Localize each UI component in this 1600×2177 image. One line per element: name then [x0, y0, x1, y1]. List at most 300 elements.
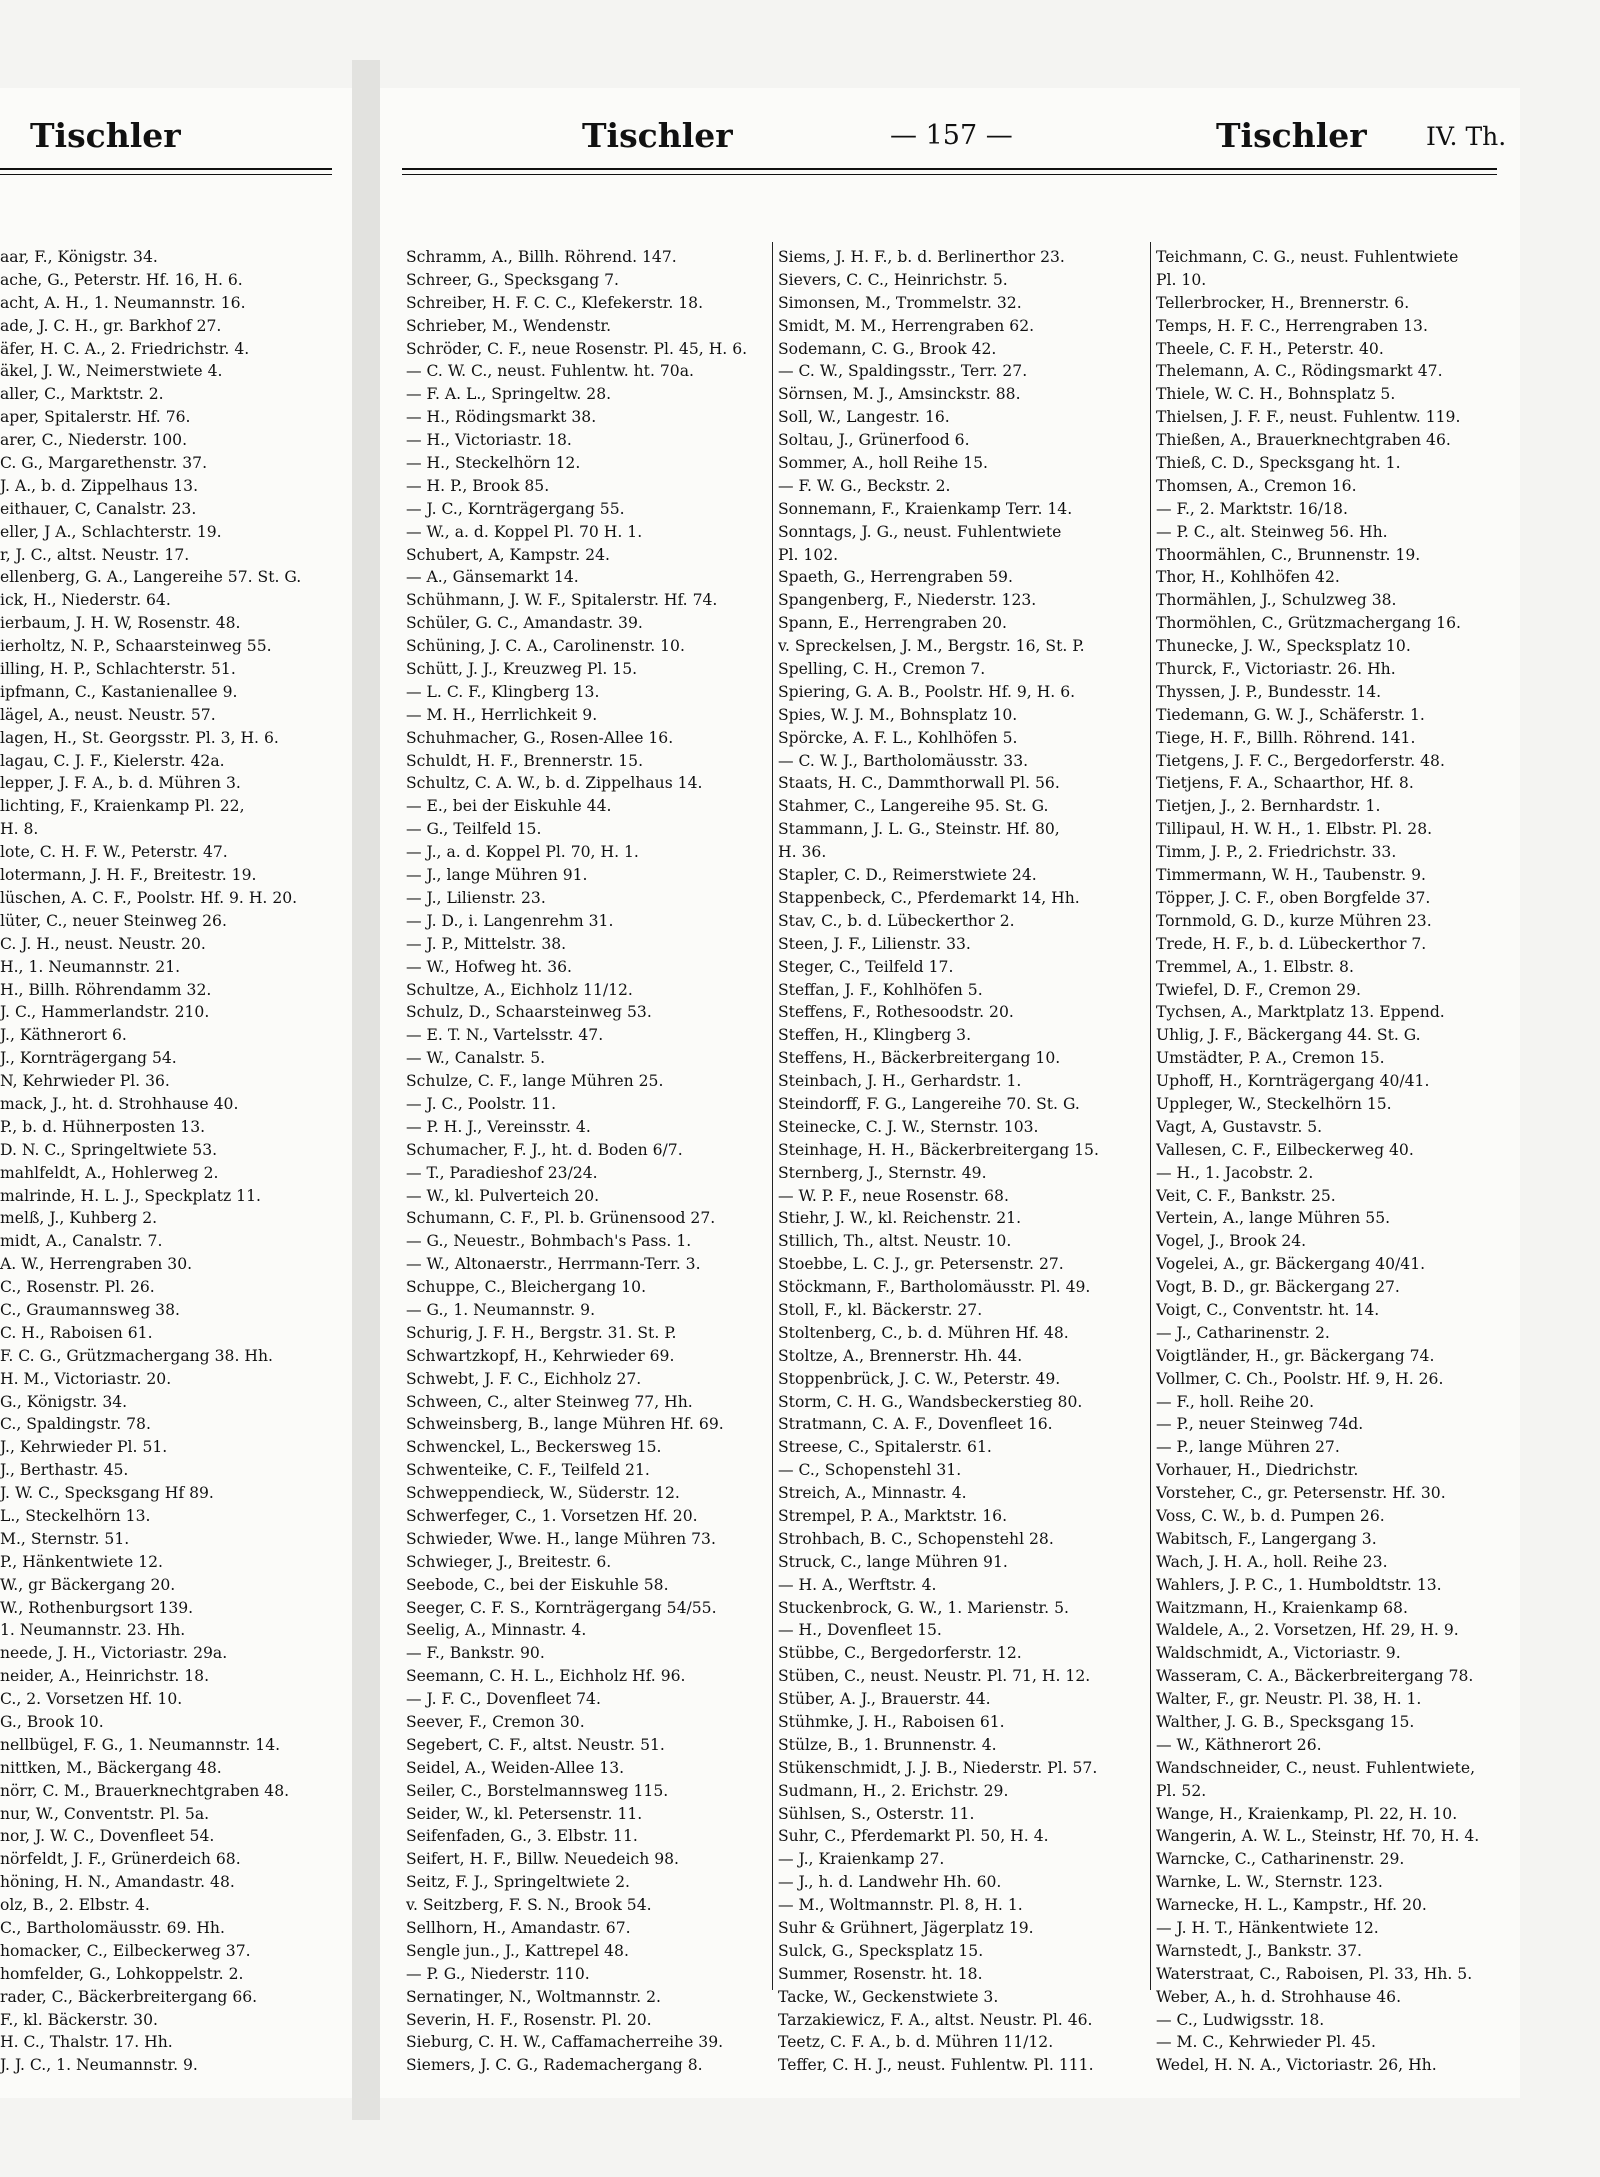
directory-entry: ick, H., Niederstr. 64. — [0, 591, 171, 610]
directory-entry: — H. A., Werftstr. 4. — [778, 1575, 937, 1594]
directory-entry: Vorsteher, C., gr. Petersenstr. Hf. 30. — [1156, 1484, 1446, 1503]
directory-entry: Stoppenbrück, J. C. W., Peterstr. 49. — [778, 1369, 1061, 1388]
directory-entry: Voigt, C., Conventstr. ht. 14. — [1156, 1300, 1380, 1319]
directory-entry: Schubert, A, Kampstr. 24. — [406, 545, 610, 564]
directory-entry: Tietjens, F. A., Schaarthor, Hf. 8. — [1156, 774, 1414, 793]
directory-entry: Thyssen, J. P., Bundesstr. 14. — [1156, 682, 1382, 701]
directory-entry: Spiering, G. A. B., Poolstr. Hf. 9, H. 6. — [778, 682, 1076, 701]
directory-entry: — J., Lilienstr. 23. — [406, 888, 546, 907]
directory-entry: Vertein, A., lange Mühren 55. — [1156, 1209, 1391, 1228]
directory-entry: Trede, H. F., b. d. Lübeckerthor 7. — [1156, 934, 1427, 953]
directory-entry: Schultze, A., Eichholz 11/12. — [406, 980, 633, 999]
right-header-right-title: Tischler — [1216, 116, 1367, 155]
directory-entry: Staats, H. C., Dammthorwall Pl. 56. — [778, 774, 1060, 793]
directory-entry: neider, A., Heinrichstr. 18. — [0, 1667, 210, 1686]
directory-entry: — J. C., Poolstr. 11. — [406, 1094, 557, 1113]
directory-entry: — F. A. L., Springeltw. 28. — [406, 385, 612, 404]
directory-entry: nellbügel, F. G., 1. Neumannstr. 14. — [0, 1735, 281, 1754]
directory-entry: Segebert, C. F., altst. Neustr. 51. — [406, 1735, 665, 1754]
directory-entry: Pl. 52. — [1156, 1781, 1207, 1800]
directory-entry: Warnke, L. W., Sternstr. 123. — [1156, 1873, 1383, 1892]
directory-entry: lichting, F., Kraienkamp Pl. 22, — [0, 797, 245, 816]
directory-entry: v. Seitzberg, F. S. N., Brook 54. — [406, 1896, 652, 1915]
directory-entry: C. G., Margarethenstr. 37. — [0, 454, 208, 473]
directory-entry: — J. H. T., Hänkentwiete 12. — [1156, 1919, 1379, 1938]
directory-entry: Veit, C. F., Bankstr. 25. — [1156, 1186, 1336, 1205]
directory-entry: — C. W. J., Bartholomäusstr. 33. — [778, 751, 1029, 770]
directory-entry: Seidel, A., Weiden-Allee 13. — [406, 1758, 625, 1777]
directory-entry: Schüler, G. C., Amandastr. 39. — [406, 614, 643, 633]
directory-entry: nor, J. W. C., Dovenfleet 54. — [0, 1827, 215, 1846]
directory-entry: C. H., Raboisen 61. — [0, 1323, 153, 1342]
left-page — [0, 88, 352, 2098]
directory-entry: Wandschneider, C., neust. Fuhlentwiete, — [1156, 1758, 1476, 1777]
directory-entry: lagau, C. J. F., Kielerstr. 42a. — [0, 751, 225, 770]
directory-entry: — W., a. d. Koppel Pl. 70 H. 1. — [406, 522, 643, 541]
directory-entry: Schwieder, Wwe. H., lange Mühren 73. — [406, 1529, 716, 1548]
directory-entry: Schultz, C. A. W., b. d. Zippelhaus 14. — [406, 774, 703, 793]
directory-entry: Sellhorn, H., Amandastr. 67. — [406, 1919, 631, 1938]
directory-entry: Thieß, C. D., Specksgang ht. 1. — [1156, 454, 1401, 473]
directory-entry: — M., Woltmannstr. Pl. 8, H. 1. — [778, 1896, 1023, 1915]
directory-entry: aper, Spitalerstr. Hf. 76. — [0, 408, 191, 427]
directory-entry: W., Rothenburgsort 139. — [0, 1598, 194, 1617]
directory-entry: nur, W., Conventstr. Pl. 5a. — [0, 1804, 210, 1823]
directory-entry: Schwerfeger, C., 1. Vorsetzen Hf. 20. — [406, 1506, 698, 1525]
directory-entry: Seifert, H. F., Billw. Neuedeich 98. — [406, 1850, 680, 1869]
directory-entry: Schwebt, J. F. C., Eichholz 27. — [406, 1369, 642, 1388]
directory-entry: Sternberg, J., Sternstr. 49. — [778, 1163, 987, 1182]
directory-entry: Steinecke, C. J. W., Sternstr. 103. — [778, 1117, 1039, 1136]
directory-entry: Seemann, C. H. L., Eichholz Hf. 96. — [406, 1667, 686, 1686]
directory-entry: F., kl. Bäckerstr. 30. — [0, 2010, 158, 2029]
directory-entry: Smidt, M. M., Herrengraben 62. — [778, 316, 1035, 335]
directory-entry: arer, C., Niederstr. 100. — [0, 431, 188, 450]
directory-entry: Schwartzkopf, H., Kehrwieder 69. — [406, 1346, 675, 1365]
directory-entry: Siemers, J. C. G., Rademachergang 8. — [406, 2056, 703, 2075]
directory-entry: — H., 1. Jacobstr. 2. — [1156, 1163, 1314, 1182]
directory-entry: Tellerbrocker, H., Brennerstr. 6. — [1156, 293, 1410, 312]
directory-entry: Walter, F., gr. Neustr. Pl. 38, H. 1. — [1156, 1690, 1422, 1709]
directory-entry: Siems, J. H. F., b. d. Berlinerthor 23. — [778, 248, 1065, 266]
directory-entry: Sommer, A., holl Reihe 15. — [778, 454, 989, 473]
directory-entry: Stoll, F., kl. Bäckerstr. 27. — [778, 1300, 983, 1319]
directory-entry: Schweppendieck, W., Süderstr. 12. — [406, 1484, 680, 1503]
directory-entry: Thormählen, J., Schulzweg 38. — [1156, 591, 1397, 610]
directory-entry: Vogel, J., Brook 24. — [1156, 1232, 1307, 1251]
directory-entry: D. N. C., Springeltwiete 53. — [0, 1140, 218, 1159]
directory-entry: Stahmer, C., Langereihe 95. St. G. — [778, 797, 1049, 816]
directory-entry: — H., Dovenfleet 15. — [778, 1621, 942, 1640]
directory-entry: Stoltze, A., Brennerstr. Hh. 44. — [778, 1346, 1023, 1365]
directory-entry: Schween, C., alter Steinweg 77, Hh. — [406, 1392, 693, 1411]
directory-entry: lägel, A., neust. Neustr. 57. — [0, 705, 216, 724]
directory-entry: Schweinsberg, B., lange Mühren Hf. 69. — [406, 1415, 724, 1434]
directory-entry: J. C., Hammerlandstr. 210. — [0, 1003, 210, 1022]
directory-entry: ipfmann, C., Kastanienallee 9. — [0, 682, 238, 701]
directory-entry: Suhr & Grühnert, Jägerplatz 19. — [778, 1919, 1034, 1938]
directory-entry: Pl. 10. — [1156, 270, 1207, 289]
directory-entry: Pl. 102. — [778, 545, 839, 564]
directory-entry: — F., holl. Reihe 20. — [1156, 1392, 1315, 1411]
column-divider-1 — [772, 242, 773, 1990]
directory-entry: Tillipaul, H. W. H., 1. Elbstr. Pl. 28. — [1156, 820, 1433, 839]
directory-entry: J. A., b. d. Zippelhaus 13. — [0, 476, 199, 495]
directory-entry: olz, B., 2. Elbstr. 4. — [0, 1896, 150, 1915]
directory-entry: Wedel, H. N. A., Victoriastr. 26, Hh. — [1156, 2056, 1437, 2075]
directory-entry: C., Spaldingstr. 78. — [0, 1415, 151, 1434]
directory-entry: ade, J. C. H., gr. Barkhof 27. — [0, 316, 222, 335]
directory-entry: Steffens, F., Rothesoodstr. 20. — [778, 1003, 1014, 1022]
right-header-rule — [402, 168, 1497, 170]
directory-entry: M., Sternstr. 51. — [0, 1529, 130, 1548]
directory-entry: Twiefel, D. F., Cremon 29. — [1156, 980, 1362, 999]
directory-entry: Seitz, F. J., Springeltwiete 2. — [406, 1873, 631, 1892]
directory-entry: Schüning, J. C. A., Carolinenstr. 10. — [406, 637, 685, 656]
directory-entry: — J., Catharinenstr. 2. — [1156, 1323, 1330, 1342]
directory-entry: H., 1. Neumannstr. 21. — [0, 957, 181, 976]
directory-entry: Tremmel, A., 1. Elbstr. 8. — [1156, 957, 1354, 976]
directory-entry: Sörnsen, M. J., Amsinckstr. 88. — [778, 385, 1021, 404]
directory-entry: Severin, H. F., Rosenstr. Pl. 20. — [406, 2010, 652, 2029]
left-header-rule — [0, 168, 332, 170]
directory-entry: Warncke, C., Catharinenstr. 29. — [1156, 1850, 1405, 1869]
directory-entry: — E., bei der Eiskuhle 44. — [406, 797, 612, 816]
directory-entry: L., Steckelhörn 13. — [0, 1506, 151, 1525]
directory-entry: — W. P. F., neue Rosenstr. 68. — [778, 1186, 1009, 1205]
directory-entry: Stammann, J. L. G., Steinstr. Hf. 80, — [778, 820, 1060, 839]
directory-entry: ache, G., Peterstr. Hf. 16, H. 6. — [0, 270, 243, 289]
directory-entry: Schreer, G., Specksgang 7. — [406, 270, 620, 289]
directory-entry: Steen, J. F., Lilienstr. 33. — [778, 934, 971, 953]
directory-entry: Stülze, B., 1. Brunnenstr. 4. — [778, 1735, 997, 1754]
directory-entry: mahlfeldt, A., Hohlerweg 2. — [0, 1163, 219, 1182]
directory-entry: C., 2. Vorsetzen Hf. 10. — [0, 1690, 183, 1709]
directory-entry: Schwenteike, C. F., Teilfeld 21. — [406, 1461, 650, 1480]
directory-entry: rader, C., Bäckerbreitergang 66. — [0, 1987, 258, 2006]
directory-entry: — H., Victoriastr. 18. — [406, 431, 572, 450]
directory-entry: C., Rosenstr. Pl. 26. — [0, 1278, 155, 1297]
directory-entry: — H. P., Brook 85. — [406, 476, 550, 495]
directory-entry: Temps, H. F. C., Herrengraben 13. — [1156, 316, 1428, 335]
directory-entry: lotermann, J. H. F., Breitestr. 19. — [0, 866, 257, 885]
directory-entry: Soltau, J., Grünerfood 6. — [778, 431, 970, 450]
directory-entry: P., b. d. Hühnerposten 13. — [0, 1117, 206, 1136]
directory-entry: Stüben, C., neust. Neustr. Pl. 71, H. 12. — [778, 1667, 1091, 1686]
directory-entry: Streese, C., Spitalerstr. 61. — [778, 1438, 992, 1457]
directory-entry: Thor, H., Kohlhöfen 42. — [1156, 568, 1340, 587]
directory-entry: Schreiber, H. F. C. C., Klefekerstr. 18. — [406, 293, 704, 312]
directory-entry: — J. P., Mittelstr. 38. — [406, 934, 567, 953]
directory-entry: Steger, C., Teilfeld 17. — [778, 957, 954, 976]
directory-entry: Steinbach, J. H., Gerhardstr. 1. — [778, 1072, 1022, 1091]
column-2-entries — [778, 246, 1144, 2077]
directory-entry: Sonntags, J. G., neust. Fuhlentwiete — [778, 522, 1062, 541]
directory-entry: Storm, C. H. G., Wandsbeckerstieg 80. — [778, 1392, 1083, 1411]
directory-entry: äkel, J. W., Neimerstwiete 4. — [0, 362, 223, 381]
directory-entry: Thießen, A., Brauerknechtgraben 46. — [1156, 431, 1451, 450]
directory-entry: N, Kehrwieder Pl. 36. — [0, 1072, 170, 1091]
directory-entry: homfelder, G., Lohkoppelstr. 2. — [0, 1964, 244, 1983]
directory-entry: Summer, Rosenstr. ht. 18. — [778, 1964, 983, 1983]
directory-entry: — G., Neuestr., Bohmbach's Pass. 1. — [406, 1232, 692, 1251]
directory-entry: Steffen, H., Klingberg 3. — [778, 1026, 972, 1045]
directory-entry: Strempel, P. A., Marktstr. 16. — [778, 1506, 1008, 1525]
directory-entry: Streich, A., Minnastr. 4. — [778, 1484, 967, 1503]
directory-entry: Struck, C., lange Mühren 91. — [778, 1552, 1008, 1571]
directory-entry: Spörcke, A. F. L., Kohlhöfen 5. — [778, 728, 1018, 747]
directory-entry: Spann, E., Herrengraben 20. — [778, 614, 1007, 633]
directory-entry: Seiler, C., Borstelmannsweg 115. — [406, 1781, 669, 1800]
directory-entry: — P., neuer Steinweg 74d. — [1156, 1415, 1364, 1434]
directory-entry: Voss, C. W., b. d. Pumpen 26. — [1156, 1506, 1385, 1525]
directory-entry: Tiege, H. F., Billh. Röhrend. 141. — [1156, 728, 1416, 747]
directory-entry: — F. W. G., Beckstr. 2. — [778, 476, 951, 495]
directory-entry: — C., Schopenstehl 31. — [778, 1461, 962, 1480]
directory-entry: Stüber, A. J., Brauerstr. 44. — [778, 1690, 991, 1709]
directory-entry: — P. G., Niederstr. 110. — [406, 1964, 590, 1983]
directory-entry: eller, J A., Schlachterstr. 19. — [0, 522, 222, 541]
directory-entry: C. J. H., neust. Neustr. 20. — [0, 934, 206, 953]
directory-entry: Seebode, C., bei der Eiskuhle 58. — [406, 1575, 669, 1594]
directory-entry: C., Graumannsweg 38. — [0, 1300, 180, 1319]
directory-entry: Schröder, C. F., neue Rosenstr. Pl. 45, H. 6. — [406, 339, 748, 358]
directory-entry: H. 36. — [778, 843, 827, 862]
directory-entry: Stav, C., b. d. Lübeckerthor 2. — [778, 911, 1015, 930]
directory-entry: J., Berthastr. 45. — [0, 1461, 129, 1480]
directory-entry: Schwenckel, L., Beckersweg 15. — [406, 1438, 662, 1457]
directory-entry: Spangenberg, F., Niederstr. 123. — [778, 591, 1037, 610]
directory-entry: Wange, H., Kraienkamp, Pl. 22, H. 10. — [1156, 1804, 1458, 1823]
directory-entry: Schulz, D., Schaarsteinweg 53. — [406, 1003, 652, 1022]
directory-entry: Timm, J. P., 2. Friedrichstr. 33. — [1156, 843, 1397, 862]
directory-entry: Stapler, C. D., Reimerstwiete 24. — [778, 866, 1037, 885]
directory-entry: Stiehr, J. W., kl. Reichenstr. 21. — [778, 1209, 1022, 1228]
directory-entry: Tornmold, G. D., kurze Mühren 23. — [1156, 911, 1432, 930]
directory-entry: neede, J. H., Victoriastr. 29a. — [0, 1644, 228, 1663]
directory-entry: Teetz, C. F. A., b. d. Mühren 11/12. — [778, 2033, 1054, 2052]
directory-entry: lüschen, A. C. F., Poolstr. Hf. 9. H. 20. — [0, 888, 298, 907]
directory-entry: 1. Neumannstr. 23. Hh. — [0, 1621, 186, 1640]
directory-entry: Sengle jun., J., Kattrepel 48. — [406, 1941, 629, 1960]
directory-entry: Seelig, A., Minnastr. 4. — [406, 1621, 587, 1640]
directory-entry: Sonnemann, F., Kraienkamp Terr. 14. — [778, 499, 1073, 518]
directory-entry: Tarzakiewicz, F. A., altst. Neustr. Pl. 46. — [778, 2010, 1093, 2029]
directory-entry: v. Spreckelsen, J. M., Bergstr. 16, St. P. — [778, 637, 1085, 656]
directory-entry: A. W., Herrengraben 30. — [0, 1255, 193, 1274]
directory-entry: Tacke, W., Geckenstwiete 3. — [778, 1987, 999, 2006]
directory-entry: Vollmer, C. Ch., Poolstr. Hf. 9, H. 26. — [1156, 1369, 1444, 1388]
directory-entry: Simonsen, M., Trommelstr. 32. — [778, 293, 1022, 312]
directory-entry: Sernatinger, N., Woltmannstr. 2. — [406, 1987, 661, 2006]
directory-entry: — J., h. d. Landwehr Hh. 60. — [778, 1873, 1002, 1892]
directory-entry: Steffens, H., Bäckerbreitergang 10. — [778, 1049, 1061, 1068]
directory-entry: Töpper, J. C. F., oben Borgfelde 37. — [1156, 888, 1431, 907]
directory-entry: Stübbe, C., Bergedorferstr. 12. — [778, 1644, 1022, 1663]
directory-entry: Vagt, A, Gustavstr. 5. — [1156, 1117, 1323, 1136]
directory-entry: — J., a. d. Koppel Pl. 70, H. 1. — [406, 843, 639, 862]
directory-entry: ellenberg, G. A., Langereihe 57. St. G. — [0, 568, 302, 587]
directory-entry: — C. W. C., neust. Fuhlentw. ht. 70a. — [406, 362, 694, 381]
directory-entry: Thomsen, A., Cremon 16. — [1156, 476, 1357, 495]
directory-entry: Seeger, C. F. S., Kornträgergang 54/55. — [406, 1598, 717, 1617]
directory-entry: — P. C., alt. Steinweg 56. Hh. — [1156, 522, 1388, 541]
directory-entry: Teffer, C. H. J., neust. Fuhlentw. Pl. 111. — [778, 2056, 1094, 2075]
directory-entry: Schuppe, C., Bleichergang 10. — [406, 1278, 647, 1297]
directory-entry: — T., Paradieshof 23/24. — [406, 1163, 598, 1182]
directory-entry: — L. C. F., Klingberg 13. — [406, 682, 600, 701]
directory-entry: höning, H. N., Amandastr. 48. — [0, 1873, 235, 1892]
directory-entry: Stratmann, C. A. F., Dovenfleet 16. — [778, 1415, 1053, 1434]
directory-entry: Schuldt, H. F., Brennerstr. 15. — [406, 751, 644, 770]
directory-entry: Schulze, C. F., lange Mühren 25. — [406, 1072, 664, 1091]
directory-entry: Thiele, W. C. H., Bohnsplatz 5. — [1156, 385, 1396, 404]
directory-entry: ierbaum, J. H. W, Rosenstr. 48. — [0, 614, 241, 633]
directory-entry: C., Bartholomäusstr. 69. Hh. — [0, 1919, 225, 1938]
directory-entry: Stühmke, J. H., Raboisen 61. — [778, 1713, 1005, 1731]
right-page — [380, 88, 1520, 2098]
directory-entry: acht, A. H., 1. Neumannstr. 16. — [0, 293, 246, 312]
directory-entry: Sudmann, H., 2. Erichstr. 29. — [778, 1781, 1009, 1800]
directory-entry: H. C., Thalstr. 17. Hh. — [0, 2033, 173, 2052]
directory-entry: — P., lange Mühren 27. — [1156, 1438, 1340, 1457]
directory-entry: — M. C., Kehrwieder Pl. 45. — [1156, 2033, 1377, 2052]
directory-entry: — F., 2. Marktstr. 16/18. — [1156, 499, 1348, 518]
directory-entry: Steffan, J. F., Kohlhöfen 5. — [778, 980, 983, 999]
directory-entry: Thormöhlen, C., Grützmachergang 16. — [1156, 614, 1461, 633]
directory-entry: Timmermann, W. H., Taubenstr. 9. — [1156, 866, 1426, 885]
directory-entry: Stuckenbrock, G. W., 1. Marienstr. 5. — [778, 1598, 1069, 1617]
directory-entry: Thurck, F., Victoriastr. 26. Hh. — [1156, 660, 1396, 679]
directory-entry: — W., Canalstr. 5. — [406, 1049, 546, 1068]
directory-entry: lüter, C., neuer Steinweg 26. — [0, 911, 227, 930]
directory-entry: — J. C., Kornträgergang 55. — [406, 499, 625, 518]
directory-entry: — A., Gänsemarkt 14. — [406, 568, 579, 587]
directory-entry: Waldschmidt, A., Victoriastr. 9. — [1156, 1644, 1401, 1663]
column-divider-2 — [1150, 242, 1151, 1990]
directory-entry: Schramm, A., Billh. Röhrend. 147. — [406, 248, 677, 266]
directory-entry: — C. W., Spaldingsstr., Terr. 27. — [778, 362, 1028, 381]
directory-entry: G., Königstr. 34. — [0, 1392, 128, 1411]
directory-entry: J. J. C., 1. Neumannstr. 9. — [0, 2056, 198, 2075]
directory-entry: Wabitsch, F., Langergang 3. — [1156, 1529, 1377, 1548]
directory-entry: — W., Hofweg ht. 36. — [406, 957, 573, 976]
directory-entry: F. C. G., Grützmachergang 38. Hh. — [0, 1346, 273, 1365]
directory-entry: Spaeth, G., Herrengraben 59. — [778, 568, 1013, 587]
directory-entry: Waterstraat, C., Raboisen, Pl. 33, Hh. 5. — [1156, 1964, 1473, 1983]
directory-entry: Vorhauer, H., Diedrichstr. — [1156, 1461, 1359, 1480]
directory-entry: lepper, J. F. A., b. d. Mühren 3. — [0, 774, 241, 793]
directory-entry: Tietjen, J., 2. Bernhardstr. 1. — [1156, 797, 1381, 816]
page-number: — 157 — — [890, 120, 1013, 151]
directory-entry: Tiedemann, G. W. J., Schäferstr. 1. — [1156, 705, 1425, 724]
directory-entry: Stillich, Th., altst. Neustr. 10. — [778, 1232, 1012, 1251]
directory-entry: eithauer, C, Canalstr. 23. — [0, 499, 197, 518]
page-gutter — [352, 60, 380, 2120]
directory-entry: — H., Rödingsmarkt 38. — [406, 408, 597, 427]
directory-entry: Warnecke, H. L., Kampstr., Hf. 20. — [1156, 1896, 1427, 1915]
directory-entry: r, J. C., altst. Neustr. 17. — [0, 545, 190, 564]
directory-entry: nörfeldt, J. F., Grünerdeich 68. — [0, 1850, 241, 1869]
directory-entry: — J., Kraienkamp 27. — [778, 1850, 945, 1869]
directory-entry: Thoormählen, C., Brunnenstr. 19. — [1156, 545, 1421, 564]
directory-entry: Thunecke, J. W., Specksplatz 10. — [1156, 637, 1411, 656]
directory-entry: Spelling, C. H., Cremon 7. — [778, 660, 986, 679]
directory-entry: J., Käthnerort 6. — [0, 1026, 127, 1045]
directory-entry: Thielsen, J. F. F., neust. Fuhlentw. 119. — [1156, 408, 1461, 427]
directory-entry: Warnstedt, J., Bankstr. 37. — [1156, 1941, 1363, 1960]
directory-entry: Sulck, G., Specksplatz 15. — [778, 1941, 984, 1960]
directory-entry: Schumann, C. F., Pl. b. Grünensood 27. — [406, 1209, 716, 1228]
directory-entry: — W., kl. Pulverteich 20. — [406, 1186, 600, 1205]
directory-entry: — P. H. J., Vereinsstr. 4. — [406, 1117, 591, 1136]
directory-entry: W., gr Bäckergang 20. — [0, 1575, 176, 1594]
directory-entry: — J., lange Mühren 91. — [406, 866, 588, 885]
directory-entry: homacker, C., Eilbeckerweg 37. — [0, 1941, 251, 1960]
directory-entry: Seider, W., kl. Petersenstr. 11. — [406, 1804, 643, 1823]
directory-entry: Strohbach, B. C., Schopenstehl 28. — [778, 1529, 1054, 1548]
directory-entry: Uphoff, H., Kornträgergang 40/41. — [1156, 1072, 1430, 1091]
directory-entry: Seifenfaden, G., 3. Elbstr. 11. — [406, 1827, 638, 1846]
directory-entry: Wach, J. H. A., holl. Reihe 23. — [1156, 1552, 1388, 1571]
directory-entry: Schurig, J. F. H., Bergstr. 31. St. P. — [406, 1323, 677, 1342]
directory-entry: Sühlsen, S., Osterstr. 11. — [778, 1804, 975, 1823]
directory-entry: Waldele, A., 2. Vorsetzen, Hf. 29, H. 9. — [1156, 1621, 1459, 1640]
directory-entry: Schrieber, M., Wendenstr. — [406, 316, 612, 335]
directory-entry: Seever, F., Cremon 30. — [406, 1713, 585, 1731]
directory-entry: Schumacher, F. J., ht. d. Boden 6/7. — [406, 1140, 683, 1159]
directory-entry: — E. T. N., Vartelsstr. 47. — [406, 1026, 604, 1045]
directory-entry: Wasseram, C. A., Bäckerbreitergang 78. — [1156, 1667, 1474, 1686]
directory-entry: H., Billh. Röhrendamm 32. — [0, 980, 212, 999]
directory-entry: äfer, H. C. A., 2. Friedrichstr. 4. — [0, 339, 250, 358]
directory-entry: Stappenbeck, C., Pferdemarkt 14, Hh. — [778, 888, 1080, 907]
directory-entry: Sodemann, C. G., Brook 42. — [778, 339, 997, 358]
directory-entry: nörr, C. M., Brauerknechtgraben 48. — [0, 1781, 290, 1800]
directory-entry: Schühmann, J. W. F., Spitalerstr. Hf. 74. — [406, 591, 718, 610]
directory-entry: Wangerin, A. W. L., Steinstr, Hf. 70, H. 4. — [1156, 1827, 1480, 1846]
directory-entry: Suhr, C., Pferdemarkt Pl. 50, H. 4. — [778, 1827, 1049, 1846]
directory-entry: Schuhmacher, G., Rosen-Allee 16. — [406, 728, 674, 747]
directory-entry: — M. H., Herrlichkeit 9. — [406, 705, 598, 724]
directory-entry: Stoltenberg, C., b. d. Mühren Hf. 48. — [778, 1323, 1069, 1342]
directory-entry: ierholtz, N. P., Schaarsteinweg 55. — [0, 637, 272, 656]
directory-entry: Thelemann, A. C., Rödingsmarkt 47. — [1156, 362, 1443, 381]
column-3-entries — [1156, 246, 1520, 2077]
left-page-header: Tischler — [30, 116, 181, 155]
directory-entry: Theele, C. F. H., Peterstr. 40. — [1156, 339, 1384, 358]
directory-entry: Soll, W., Langestr. 16. — [778, 408, 950, 427]
directory-entry: Voigtländer, H., gr. Bäckergang 74. — [1156, 1346, 1435, 1365]
directory-entry: — J. F. C., Dovenfleet 74. — [406, 1690, 601, 1709]
directory-entry: H. 8. — [0, 820, 39, 839]
volume-label: IV. Th. — [1426, 122, 1507, 151]
right-header-rule-thin — [402, 174, 1497, 175]
directory-entry: H. M., Victoriastr. 20. — [0, 1369, 172, 1388]
directory-entry: Sievers, C. C., Heinrichstr. 5. — [778, 270, 1008, 289]
directory-entry: Vogelei, A., gr. Bäckergang 40/41. — [1156, 1255, 1426, 1274]
directory-entry: illing, H. P., Schlachterstr. 51. — [0, 660, 236, 679]
directory-entry: — G., 1. Neumannstr. 9. — [406, 1300, 596, 1319]
directory-entry: — W., Käthnerort 26. — [1156, 1735, 1322, 1754]
directory-entry: mack, J., ht. d. Strohhause 40. — [0, 1094, 239, 1113]
directory-entry: Umstädter, P. A., Cremon 15. — [1156, 1049, 1385, 1068]
directory-entry: melß, J., Kuhberg 2. — [0, 1209, 158, 1228]
directory-entry: Stükenschmidt, J. J. B., Niederstr. Pl. 57. — [778, 1758, 1098, 1777]
directory-entry: Stoebbe, L. C. J., gr. Petersenstr. 27. — [778, 1255, 1064, 1274]
directory-entry: midt, A., Canalstr. 7. — [0, 1232, 163, 1251]
directory-entry: Walther, J. G. B., Specksgang 15. — [1156, 1713, 1415, 1731]
